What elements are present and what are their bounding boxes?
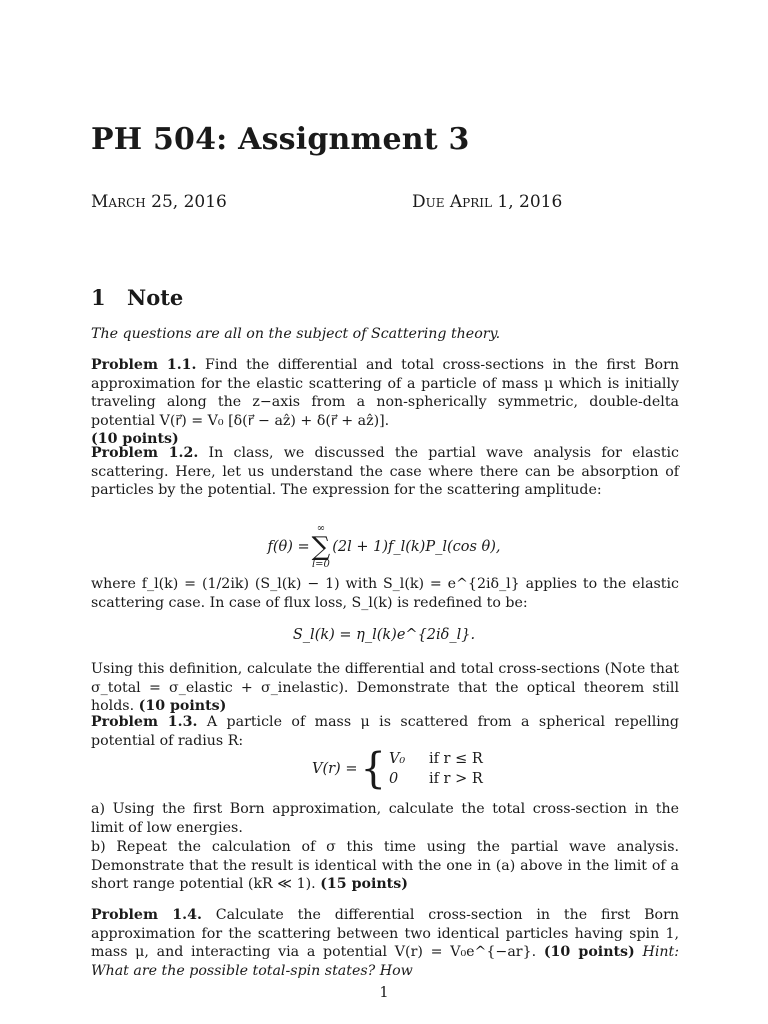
problem-text: Calculate the differential cross-section in the first Born approximation for the scattering between two identical particles having spin 1, mass μ, and interacting via a potential V(r) = V₀e^{−ar}. — [91, 907, 679, 961]
case-value: V₀ — [388, 751, 406, 767]
case-value: 0 — [388, 771, 399, 787]
section-heading — [91, 285, 183, 310]
equation-rhs: (2l + 1)f_l(k)P_l(cos θ), — [332, 539, 501, 555]
problem-text-conclusion — [91, 660, 679, 716]
problem-text: Find the differential and total cross-sections in the first Born approximation for the elastic scattering of a particle of mass μ which is initially traveling along the z−axis from a non-spherically symmetric, double-delta potential V(r⃗) = V₀ [δ(r⃗ − aẑ) + δ(r⃗ + aẑ)]. — [91, 357, 679, 429]
section-title: Note — [127, 285, 184, 310]
sum-lower-limit: l=0 — [311, 559, 330, 570]
problem-label: Problem 1.1. — [91, 357, 197, 373]
equation-lhs: f(θ) = — [267, 539, 310, 555]
problem-part-b — [91, 838, 679, 894]
equation-scattering-amplitude — [0, 524, 768, 570]
problem-text: b) Repeat the calculation of σ this time using the partial wave analysis. Demonstrate that the result is identical with the one in (a) above in the limit of a short range potential (kR ≪ 1). — [91, 839, 679, 893]
problem-text: A particle of mass μ is scattered from a spherical repelling potential of radius R: — [91, 714, 679, 749]
problem-1-1 — [91, 356, 679, 449]
problem-1-4 — [91, 906, 679, 980]
equation-piecewise-potential — [312, 744, 483, 794]
problem-points: (10 points) — [138, 698, 227, 715]
problem-part-a: a) Using the first Born approximation, calculate the total cross-section in the limit of low energies. — [91, 801, 679, 836]
problem-points: (10 points) — [91, 431, 179, 448]
problem-1-2 — [91, 444, 679, 500]
issue-date: March 25, 2016 — [91, 192, 227, 212]
page-number: 1 — [379, 985, 389, 1001]
cases — [389, 749, 483, 789]
case-row — [389, 769, 483, 789]
problem-text: In class, we discussed the partial wave analysis for elastic scattering. Here, let us understand the case where there can be absorption of particles by the potential. The expression for the scattering amplitude: — [91, 445, 679, 499]
case-row — [389, 749, 483, 769]
problem-label: Problem 1.3. — [91, 714, 198, 730]
equation-lhs: V(r) = — [312, 761, 358, 777]
case-condition: if r > R — [428, 771, 483, 787]
case-condition: if r ≤ R — [428, 751, 483, 767]
problem-points: (15 points) — [320, 876, 408, 893]
problem-text: Using this definition, calculate the differential and total cross-sections (Note that σ_total = σ_elastic + σ_inelastic). Demonstrate that the optical theorem still holds. — [91, 661, 679, 715]
problem-label: Problem 1.4. — [91, 907, 202, 923]
problem-hint: Hint: What are the possible total-spin states? How — [91, 944, 680, 979]
sum-upper-limit: ∞ — [316, 523, 326, 534]
equation-s-matrix: S_l(k) = η_l(k)e^{2iδ_l}. — [292, 627, 476, 643]
section-number: 1 — [91, 285, 106, 310]
summation-symbol: ∞ ∑ l=0 — [311, 523, 331, 570]
assignment-title: PH 504: Assignment 3 — [91, 122, 470, 157]
problem-points: (10 points) — [543, 944, 635, 961]
problem-label: Problem 1.2. — [91, 445, 199, 461]
problem-text-continued: where f_l(k) = (1/2ik) (S_l(k) − 1) with S_l(k) = e^{2iδ_l} applies to the elastic scattering case. In case of flux loss, S_l(k) is redefined to be: — [91, 576, 679, 611]
brace-symbol: { — [360, 744, 386, 794]
due-date: Due April 1, 2016 — [412, 192, 563, 212]
intro-text: The questions are all on the subject of Scattering theory. — [91, 326, 501, 342]
